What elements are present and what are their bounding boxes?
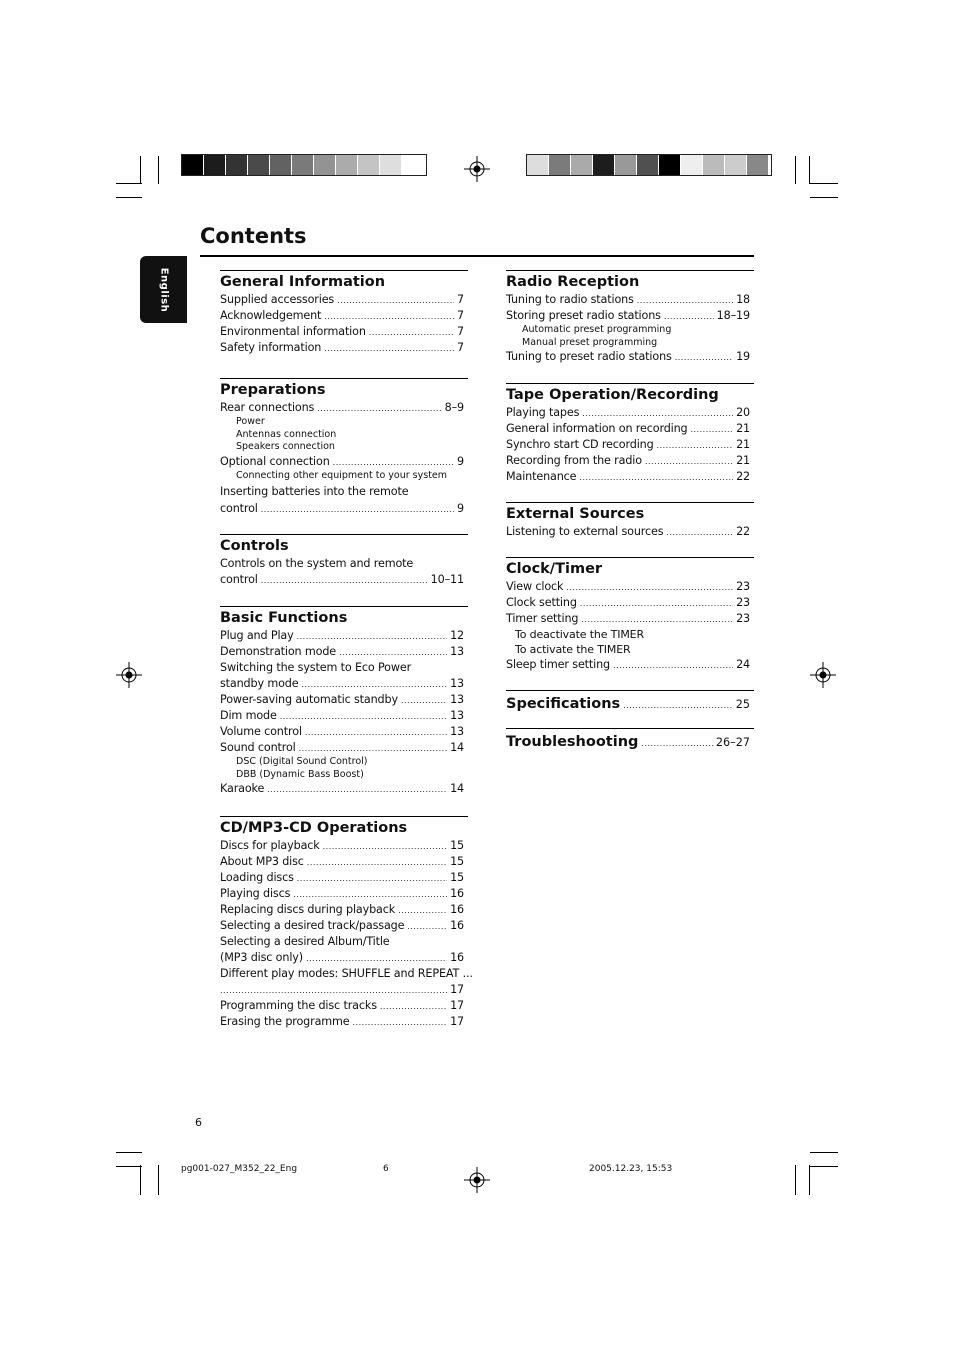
section-preparations bbox=[220, 378, 468, 517]
footer-file: pg001-027_M352_22_Eng bbox=[181, 1164, 298, 1174]
color-calibration-bar-right bbox=[526, 154, 772, 176]
toc-entry[interactable]: Playing discs ..... 16 bbox=[220, 886, 468, 902]
language-tab bbox=[140, 256, 187, 323]
language-tab-label: English bbox=[158, 267, 170, 313]
toc-subentry: Antennas connection bbox=[236, 428, 337, 440]
page-number: 6 bbox=[195, 1116, 202, 1129]
color-swatch bbox=[637, 155, 659, 175]
toc-entry[interactable]: Dim mode ..... 13 bbox=[220, 708, 468, 724]
section-heading: Controls bbox=[220, 538, 289, 554]
toc-entry[interactable]: Supplied accessories ..... 7 bbox=[220, 292, 468, 308]
registration-mark-icon bbox=[464, 1167, 490, 1193]
section-heading: Basic Functions bbox=[220, 610, 348, 626]
color-swatch bbox=[248, 155, 270, 175]
section-troubleshooting bbox=[506, 728, 754, 753]
toc-subentry: Automatic preset programming bbox=[522, 324, 672, 335]
section-heading: Clock/Timer bbox=[506, 561, 603, 577]
color-swatch bbox=[659, 155, 681, 175]
toc-entry[interactable]: (MP3 disc only) ..... 16 bbox=[220, 950, 468, 966]
toc-entry[interactable]: Discs for playback ..... 15 bbox=[220, 838, 468, 854]
toc-entry[interactable]: Sound control ..... 14 bbox=[220, 740, 468, 756]
color-swatch bbox=[358, 155, 380, 175]
toc-entry[interactable]: Tuning to preset radio stations ..... 19 bbox=[506, 349, 754, 365]
toc-entry-line: Switching the system to Eco Power bbox=[220, 661, 412, 674]
toc-entry[interactable]: Programming the disc tracks ..... 17 bbox=[220, 998, 468, 1014]
toc-entry[interactable]: Karaoke ..... 14 bbox=[220, 781, 468, 797]
toc-subentry: Speakers connection bbox=[236, 441, 335, 452]
section-radio-reception bbox=[506, 270, 754, 365]
section-heading: Radio Reception bbox=[506, 274, 640, 290]
section-controls bbox=[220, 534, 468, 588]
toc-subentry: DSC (Digital Sound Control) bbox=[236, 756, 368, 767]
toc-entry[interactable]: General information on recording ..... 21 bbox=[506, 421, 754, 437]
color-swatch bbox=[292, 155, 314, 175]
toc-entry[interactable]: Synchro start CD recording ..... 21 bbox=[506, 437, 754, 453]
color-swatch bbox=[182, 155, 204, 175]
color-swatch bbox=[681, 155, 703, 175]
toc-entry[interactable]: Volume control ..... 13 bbox=[220, 724, 468, 740]
toc-subentry: To activate the TIMER bbox=[515, 643, 631, 656]
color-swatch bbox=[270, 155, 292, 175]
toc-entry[interactable]: Rear connections ..... 8–9 bbox=[220, 400, 468, 416]
toc-entry[interactable]: Loading discs ..... 15 bbox=[220, 870, 468, 886]
toc-entry[interactable]: Playing tapes ..... 20 bbox=[506, 405, 754, 421]
toc-entry[interactable]: Plug and Play ..... 12 bbox=[220, 628, 468, 644]
toc-entry[interactable]: ..... 17 bbox=[220, 982, 468, 998]
color-swatch bbox=[593, 155, 615, 175]
toc-entry[interactable]: Troubleshooting ..... 26–27 bbox=[506, 731, 754, 753]
section-specifications bbox=[506, 690, 754, 715]
section-general-information bbox=[220, 270, 468, 356]
page-title: Contents bbox=[200, 224, 307, 248]
color-swatch bbox=[747, 155, 769, 175]
toc-entry[interactable]: Tuning to radio stations ..... 18 bbox=[506, 292, 754, 308]
toc-entry[interactable]: Timer setting ..... 23 bbox=[506, 611, 754, 627]
section-clock-timer bbox=[506, 557, 754, 673]
toc-entry[interactable]: Erasing the programme ..... 17 bbox=[220, 1014, 468, 1030]
toc-entry[interactable]: Power-saving automatic standby ..... 13 bbox=[220, 692, 468, 708]
toc-entry[interactable]: Selecting a desired track/passage ..... 16 bbox=[220, 918, 468, 934]
toc-entry[interactable]: Storing preset radio stations ..... 18–19 bbox=[506, 308, 754, 324]
toc-entry[interactable]: control ..... 9 bbox=[220, 501, 468, 517]
toc-entry[interactable]: Sleep timer setting ..... 24 bbox=[506, 657, 754, 673]
registration-mark-icon bbox=[116, 662, 142, 688]
toc-entry-line: Controls on the system and remote bbox=[220, 557, 414, 570]
color-swatch bbox=[204, 155, 226, 175]
toc-subentry: Manual preset programming bbox=[522, 336, 658, 348]
section-tape-operation bbox=[506, 383, 754, 485]
registration-mark-icon bbox=[464, 156, 490, 182]
section-cd-mp3-operations bbox=[220, 816, 473, 1030]
color-swatch bbox=[725, 155, 747, 175]
section-basic-functions bbox=[220, 606, 468, 797]
toc-subentry: Power bbox=[236, 416, 265, 427]
toc-entry-line: Selecting a desired Album/Title bbox=[220, 935, 390, 948]
section-heading: Tape Operation/Recording bbox=[506, 387, 719, 403]
color-swatch bbox=[314, 155, 336, 175]
section-heading: CD/MP3-CD Operations bbox=[220, 820, 408, 836]
section-heading: General Information bbox=[220, 274, 386, 290]
toc-subentry: To deactivate the TIMER bbox=[515, 628, 644, 641]
toc-entry[interactable]: Recording from the radio ..... 21 bbox=[506, 453, 754, 469]
color-swatch bbox=[226, 155, 248, 175]
contents-left-column bbox=[220, 270, 473, 1030]
color-swatch bbox=[615, 155, 637, 175]
contents-right-column bbox=[506, 270, 754, 753]
toc-subentry: Connecting other equipment to your system bbox=[236, 469, 448, 481]
toc-entry[interactable]: standby mode ..... 13 bbox=[220, 676, 468, 692]
registration-mark-icon bbox=[810, 662, 836, 688]
footer-page: 6 bbox=[383, 1164, 389, 1174]
color-swatch bbox=[703, 155, 725, 175]
toc-entry[interactable]: Clock setting ..... 23 bbox=[506, 595, 754, 611]
section-heading: External Sources bbox=[506, 506, 645, 522]
toc-subentry: DBB (Dynamic Bass Boost) bbox=[236, 768, 364, 780]
toc-entry[interactable]: Demonstration mode ..... 13 bbox=[220, 644, 468, 660]
footer-date: 2005.12.23, 15:53 bbox=[589, 1164, 673, 1174]
toc-entry-line: Different play modes: SHUFFLE and REPEAT ... bbox=[220, 967, 473, 980]
color-swatch bbox=[527, 155, 549, 175]
color-swatch bbox=[380, 155, 402, 175]
toc-entry[interactable]: Maintenance ..... 22 bbox=[506, 469, 754, 485]
toc-entry[interactable]: Safety information ..... 7 bbox=[220, 340, 468, 356]
toc-entry[interactable]: Optional connection ..... 9 bbox=[220, 454, 468, 470]
color-calibration-bar-left bbox=[181, 154, 427, 176]
color-swatch bbox=[402, 155, 424, 175]
section-external-sources bbox=[506, 502, 754, 540]
color-swatch bbox=[336, 155, 358, 175]
toc-entry[interactable]: Replacing discs during playback ..... 16 bbox=[220, 902, 468, 918]
title-divider bbox=[200, 255, 754, 257]
toc-entry[interactable]: Listening to external sources ..... 22 bbox=[506, 524, 754, 540]
toc-entry[interactable]: Specifications ..... 25 bbox=[506, 693, 754, 715]
toc-entry[interactable]: Environmental information ..... 7 bbox=[220, 324, 468, 340]
toc-entry-line: Inserting batteries into the remote bbox=[220, 485, 409, 498]
toc-entry[interactable]: About MP3 disc ..... 15 bbox=[220, 854, 468, 870]
toc-entry[interactable]: View clock ..... 23 bbox=[506, 579, 754, 595]
toc-entry[interactable]: Acknowledgement ..... 7 bbox=[220, 308, 468, 324]
color-swatch bbox=[571, 155, 593, 175]
color-swatch bbox=[549, 155, 571, 175]
section-heading: Preparations bbox=[220, 382, 326, 398]
toc-entry[interactable]: control ..... 10–11 bbox=[220, 572, 468, 588]
